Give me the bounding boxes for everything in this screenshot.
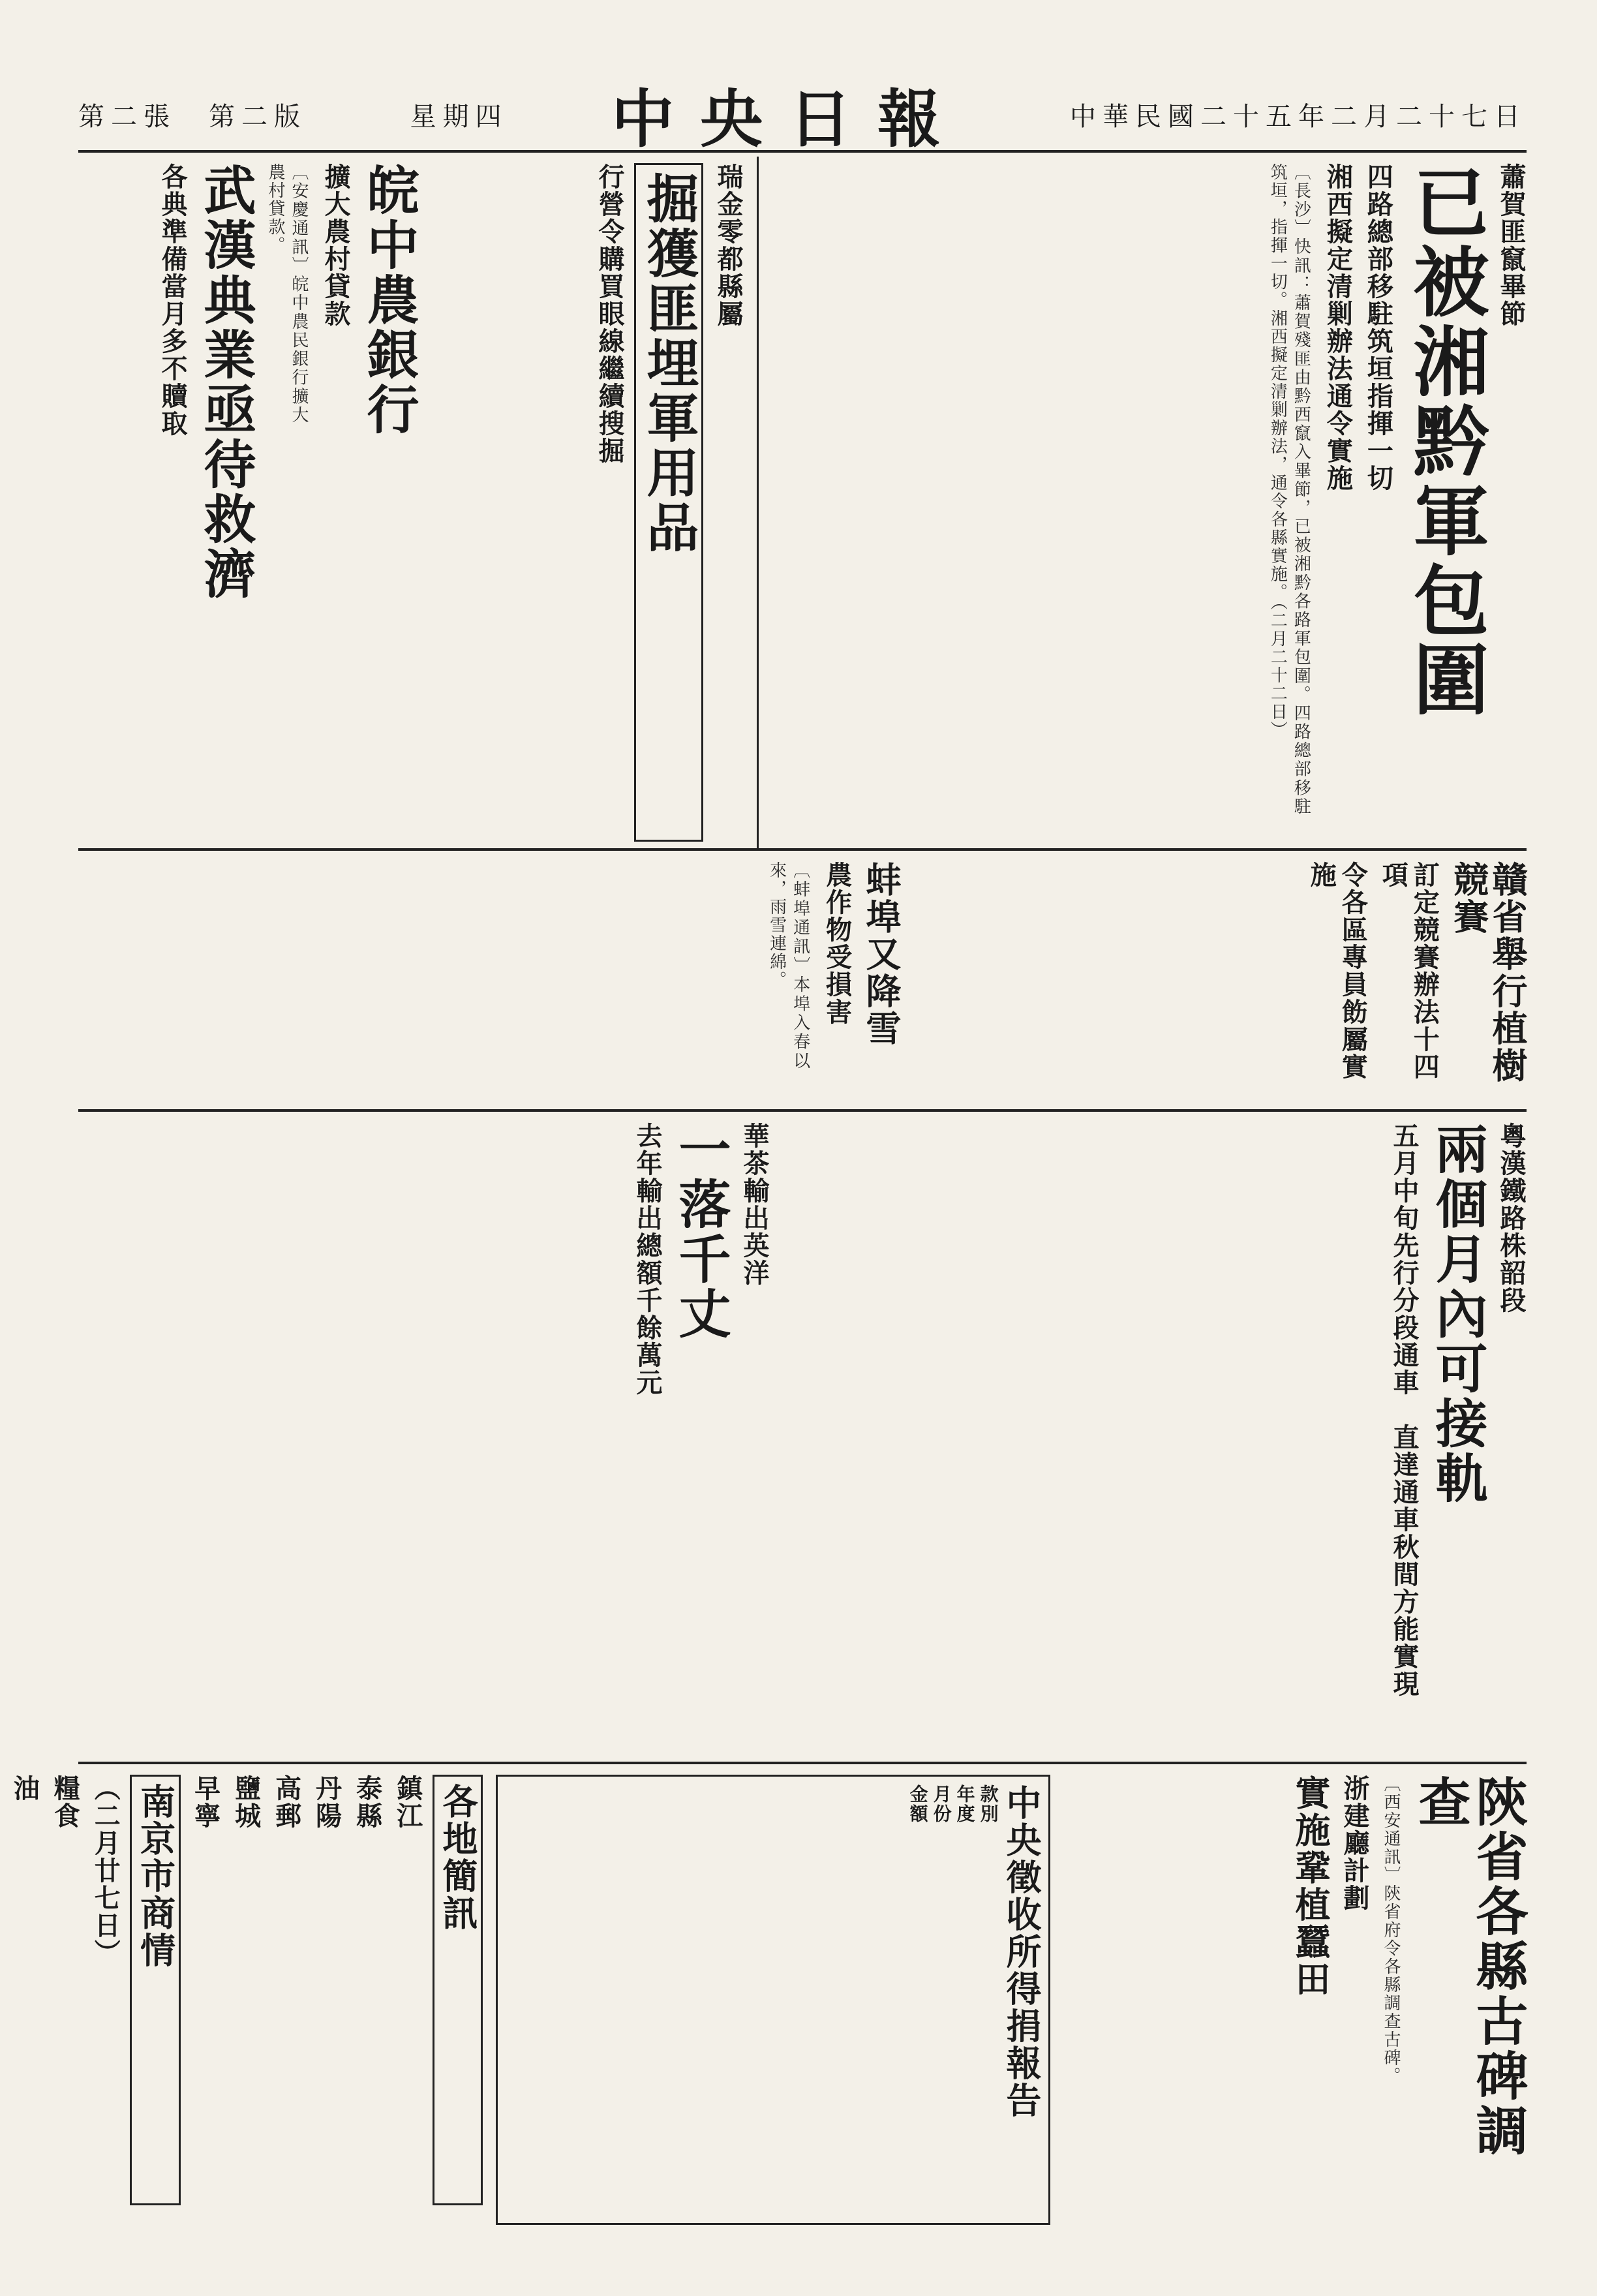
local-place: 丹陽 [311,1775,342,1829]
section-rule [78,1109,1527,1112]
story-stele-survey [1044,1775,1527,2205]
local-news-and-market [9,1775,483,2205]
issue-date: 中華民國二十五年二月二十七日 [1069,101,1527,132]
section-rule [78,1762,1527,1764]
story-subtitle-silk: 浙建廳計劃 [1339,1775,1370,1912]
story-headline-silk: 實施鞏植蠶田 [1290,1775,1331,1998]
story-subtitle: 農作物受損害 [821,861,853,1026]
lead-subtitle-1: 四路總部移駐筑垣指揮一切 [1363,163,1394,492]
income-tax-table [496,1775,1050,2225]
story-mine-find [431,163,744,842]
story-pair-top-left [78,163,418,842]
story-headline-pawn: 武漢典業亟待救濟 [195,163,256,602]
story-subhead: 行營令購買眼線繼續搜掘 [594,163,625,465]
local-place: 鎮江 [392,1775,423,1829]
table-col-header: 款別 [977,1784,999,1824]
lead-body: 〔長沙〕快訊：蕭賀殘匪由黔西竄入畢節，已被湘黔各路軍包圍。四路總部移駐筑垣，指揮一切。湘西擬定清剿辦法，通令各縣實施。（二月二十二日） [1268,163,1311,816]
local-place: 高郵 [271,1775,302,1829]
story-subhead: 去年輸出總額千餘萬元 [632,1122,663,1396]
column-rule [757,157,759,848]
masthead [78,78,1527,156]
story-tea [78,1122,770,1755]
section-rule [78,848,1527,851]
story-subtitle: 粵漢鐵路株韶段 [1496,1122,1527,1314]
table-col-header: 金額 [907,1784,929,1824]
story-headline-bank: 皖中農銀行 [358,163,419,437]
story-subhead: 五月中旬先行分段通車 直達通車秋間方能實現 [1389,1122,1420,1698]
story-headline: 贛省舉行植樹競賽 [1448,861,1529,1084]
story-headline: 掘獲匪埋軍用品 [634,163,703,842]
story-tree-planting [913,861,1527,1103]
local-news-title: 各地簡訊 [433,1775,483,2205]
local-place: 泰縣 [352,1775,383,1829]
table-layout [506,1784,1041,2119]
weekday: 星期四 [410,101,508,132]
table-col-header: 年度 [954,1784,976,1824]
story-headline: 陝省各縣古碑調查 [1410,1775,1529,2158]
table-col-header: 月份 [930,1784,952,1824]
local-place: 鹽城 [230,1775,262,1829]
market-title: 南京市商情 [130,1775,180,2205]
lead-subtitle-2: 湘西擬定清剿辦法通令實施 [1322,163,1354,492]
story-headline: 蚌埠又降雪 [860,861,902,1047]
market-date: （二月廿七日） [90,1775,121,1967]
story-body: 〔西安通訊〕陝省府令各縣調查古碑。 [1381,1775,1401,2085]
story-subtitle: 訂定競賽辦法十四項 [1378,861,1440,1080]
lead-kicker: 蕭賀匪竄畢節 [1496,163,1527,328]
story-headline: 兩個月內可接軌 [1427,1122,1488,1506]
story-headline: 一落千丈 [670,1122,731,1341]
market-section: 油 [9,1775,40,1802]
story-subhead: 令各區專員飭屬實施 [1306,861,1369,1080]
paper-name: 中央日報 [611,82,967,156]
lead-headline: 已被湘黔軍包圍 [1401,163,1489,720]
story-snow [457,861,900,1103]
table-title: 中央徵收所得捐報告 [1001,1784,1042,2119]
story-body: 〔蚌埠通訊〕本埠入春以來，雨雪連綿。 [767,861,810,1070]
page-number: 第二張 第二版 [78,101,307,132]
story-subtitle-bank: 擴大農村貸款 [320,163,351,328]
story-subtitle: 瑞金零都縣屬 [713,163,744,328]
story-body-bank: 〔安慶通訊〕皖中農民銀行擴大農村貸款。 [266,163,309,424]
story-subtitle: 華茶輸出英洋 [739,1122,770,1287]
story-railway [783,1122,1527,1755]
lead-story [822,163,1527,842]
market-section: 糧食 [50,1775,81,1829]
local-place: 早寧 [190,1775,221,1829]
story-subtitle-pawn: 各典準備當月多不贖取 [157,163,188,437]
